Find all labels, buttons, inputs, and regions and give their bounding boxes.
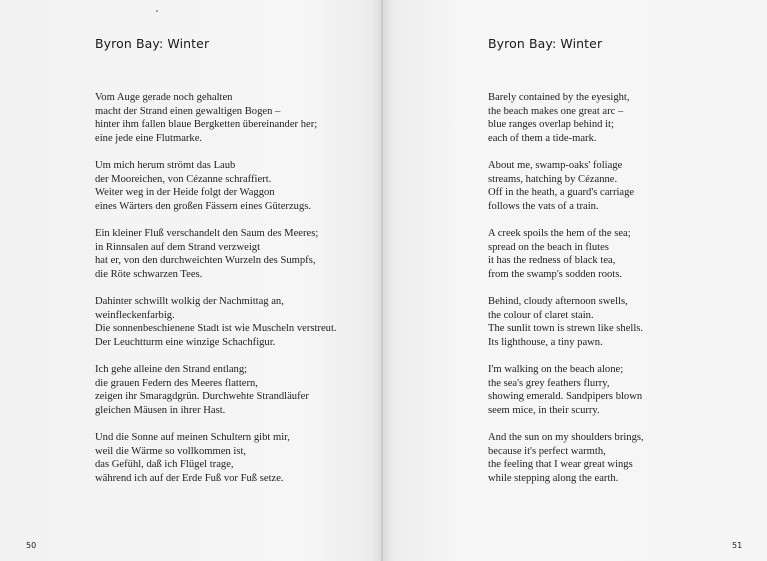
verse-line: The sunlit town is strewn like shells. <box>488 323 644 335</box>
verse-line: Barely contained by the eyesight, <box>488 92 630 103</box>
verse-line: eine jede eine Flutmarke. <box>95 132 203 144</box>
verse-line: hinter ihm fallen blaue Bergketten übereinander her; <box>95 119 318 131</box>
verse-line: because it's perfect warmth, <box>488 445 606 457</box>
verse-line: macht der Strand einen gewaltigen Bogen – <box>95 105 281 117</box>
stanza <box>488 227 631 281</box>
verse-line: Behind, cloudy afternoon swells, <box>488 296 628 307</box>
book-gutter <box>381 0 383 561</box>
verse-line: spread on the beach in flutes <box>488 241 609 253</box>
paper-speck <box>156 10 158 12</box>
stanza <box>95 295 337 349</box>
verse-line: And the sun on my shoulders brings, <box>488 432 644 443</box>
stanza <box>488 159 634 213</box>
page-number: 50 <box>26 541 37 550</box>
verse-line: Der Leuchtturm eine winzige Schachfigur. <box>95 336 276 348</box>
verse-line: zeigen ihr Smaragdgrün. Durchwehte Strandläufer <box>95 391 309 403</box>
verse-line: Ich gehe alleine den Strand entlang; <box>95 364 248 375</box>
verse-line: während ich auf der Erde Fuß vor Fuß setze. <box>95 472 284 484</box>
verse-line: der Mooreichen, von Cézanne schraffiert. <box>95 173 272 185</box>
verse-line: Weiter weg in der Heide folgt der Waggon <box>95 187 275 199</box>
verse-line: Vom Auge gerade noch gehalten <box>95 92 233 103</box>
verse-line: gleichen Mäusen in ihrer Hast. <box>95 404 226 416</box>
verse-line: the colour of claret stain. <box>488 309 594 321</box>
verse-line: weinfleckenfarbig. <box>95 309 175 321</box>
stanza <box>488 431 644 485</box>
verse-line: Dahinter schwillt wolkig der Nachmittag an, <box>95 296 284 307</box>
verse-line: it has the redness of black tea, <box>488 255 616 267</box>
right-page <box>382 0 767 561</box>
stanza <box>95 159 311 213</box>
stanza <box>95 431 290 485</box>
verse-line: Um mich herum strömt das Laub <box>95 160 236 171</box>
verse-line: follows the vats of a train. <box>488 200 599 212</box>
verse-line: showing emerald. Sandpipers blown <box>488 391 643 403</box>
verse-line: the beach makes one great arc – <box>488 105 624 117</box>
stanza <box>95 91 317 145</box>
verse-line: About me, swamp-oaks' foliage <box>488 160 623 171</box>
verse-line: blue ranges overlap behind it; <box>488 119 614 131</box>
verse-line: the sea's grey feathers flurry, <box>488 377 610 389</box>
page-title: Byron Bay: Winter <box>95 36 210 51</box>
page-title: Byron Bay: Winter <box>488 36 603 51</box>
verse-line: I'm walking on the beach alone; <box>488 364 624 375</box>
verse-line: Die sonnenbeschienene Stadt ist wie Muscheln verstreut. <box>95 323 337 335</box>
page-number: 51 <box>732 541 743 550</box>
stanza <box>488 295 643 349</box>
verse-line: the feeling that I wear great wings <box>488 459 633 471</box>
verse-line: die grauen Federn des Meeres flattern, <box>95 377 258 389</box>
stanza <box>95 227 318 281</box>
verse-line: hat er, von den durchweichten Wurzeln des Sumpfs, <box>95 255 316 267</box>
verse-line: weil die Wärme so vollkommen ist, <box>95 445 247 457</box>
verse-line: each of them a tide-mark. <box>488 132 597 144</box>
verse-line: in Rinnsalen auf dem Strand verzweigt <box>95 241 261 253</box>
verse-line: die Röte schwarzen Tees. <box>95 268 203 280</box>
verse-line: seem mice, in their scurry. <box>488 404 600 416</box>
verse-line: Und die Sonne auf meinen Schultern gibt mir, <box>95 432 290 443</box>
stanza <box>488 363 642 417</box>
left-page <box>0 0 382 561</box>
verse-line: A creek spoils the hem of the sea; <box>488 228 631 239</box>
stanza <box>95 363 309 417</box>
verse-line: streams, hatching by Cézanne. <box>488 173 618 185</box>
stanza <box>488 91 630 145</box>
verse-line: Its lighthouse, a tiny pawn. <box>488 336 603 348</box>
verse-line: while stepping along the earth. <box>488 472 619 484</box>
verse-line: das Gefühl, daß ich Flügel trage, <box>95 459 234 471</box>
verse-line: eines Wärters den großen Fässern eines Güterzugs. <box>95 200 312 212</box>
verse-line: Ein kleiner Fluß verschandelt den Saum des Meeres; <box>95 228 319 239</box>
verse-line: from the swamp's sodden roots. <box>488 268 623 280</box>
verse-line: Off in the heath, a guard's carriage <box>488 187 635 199</box>
